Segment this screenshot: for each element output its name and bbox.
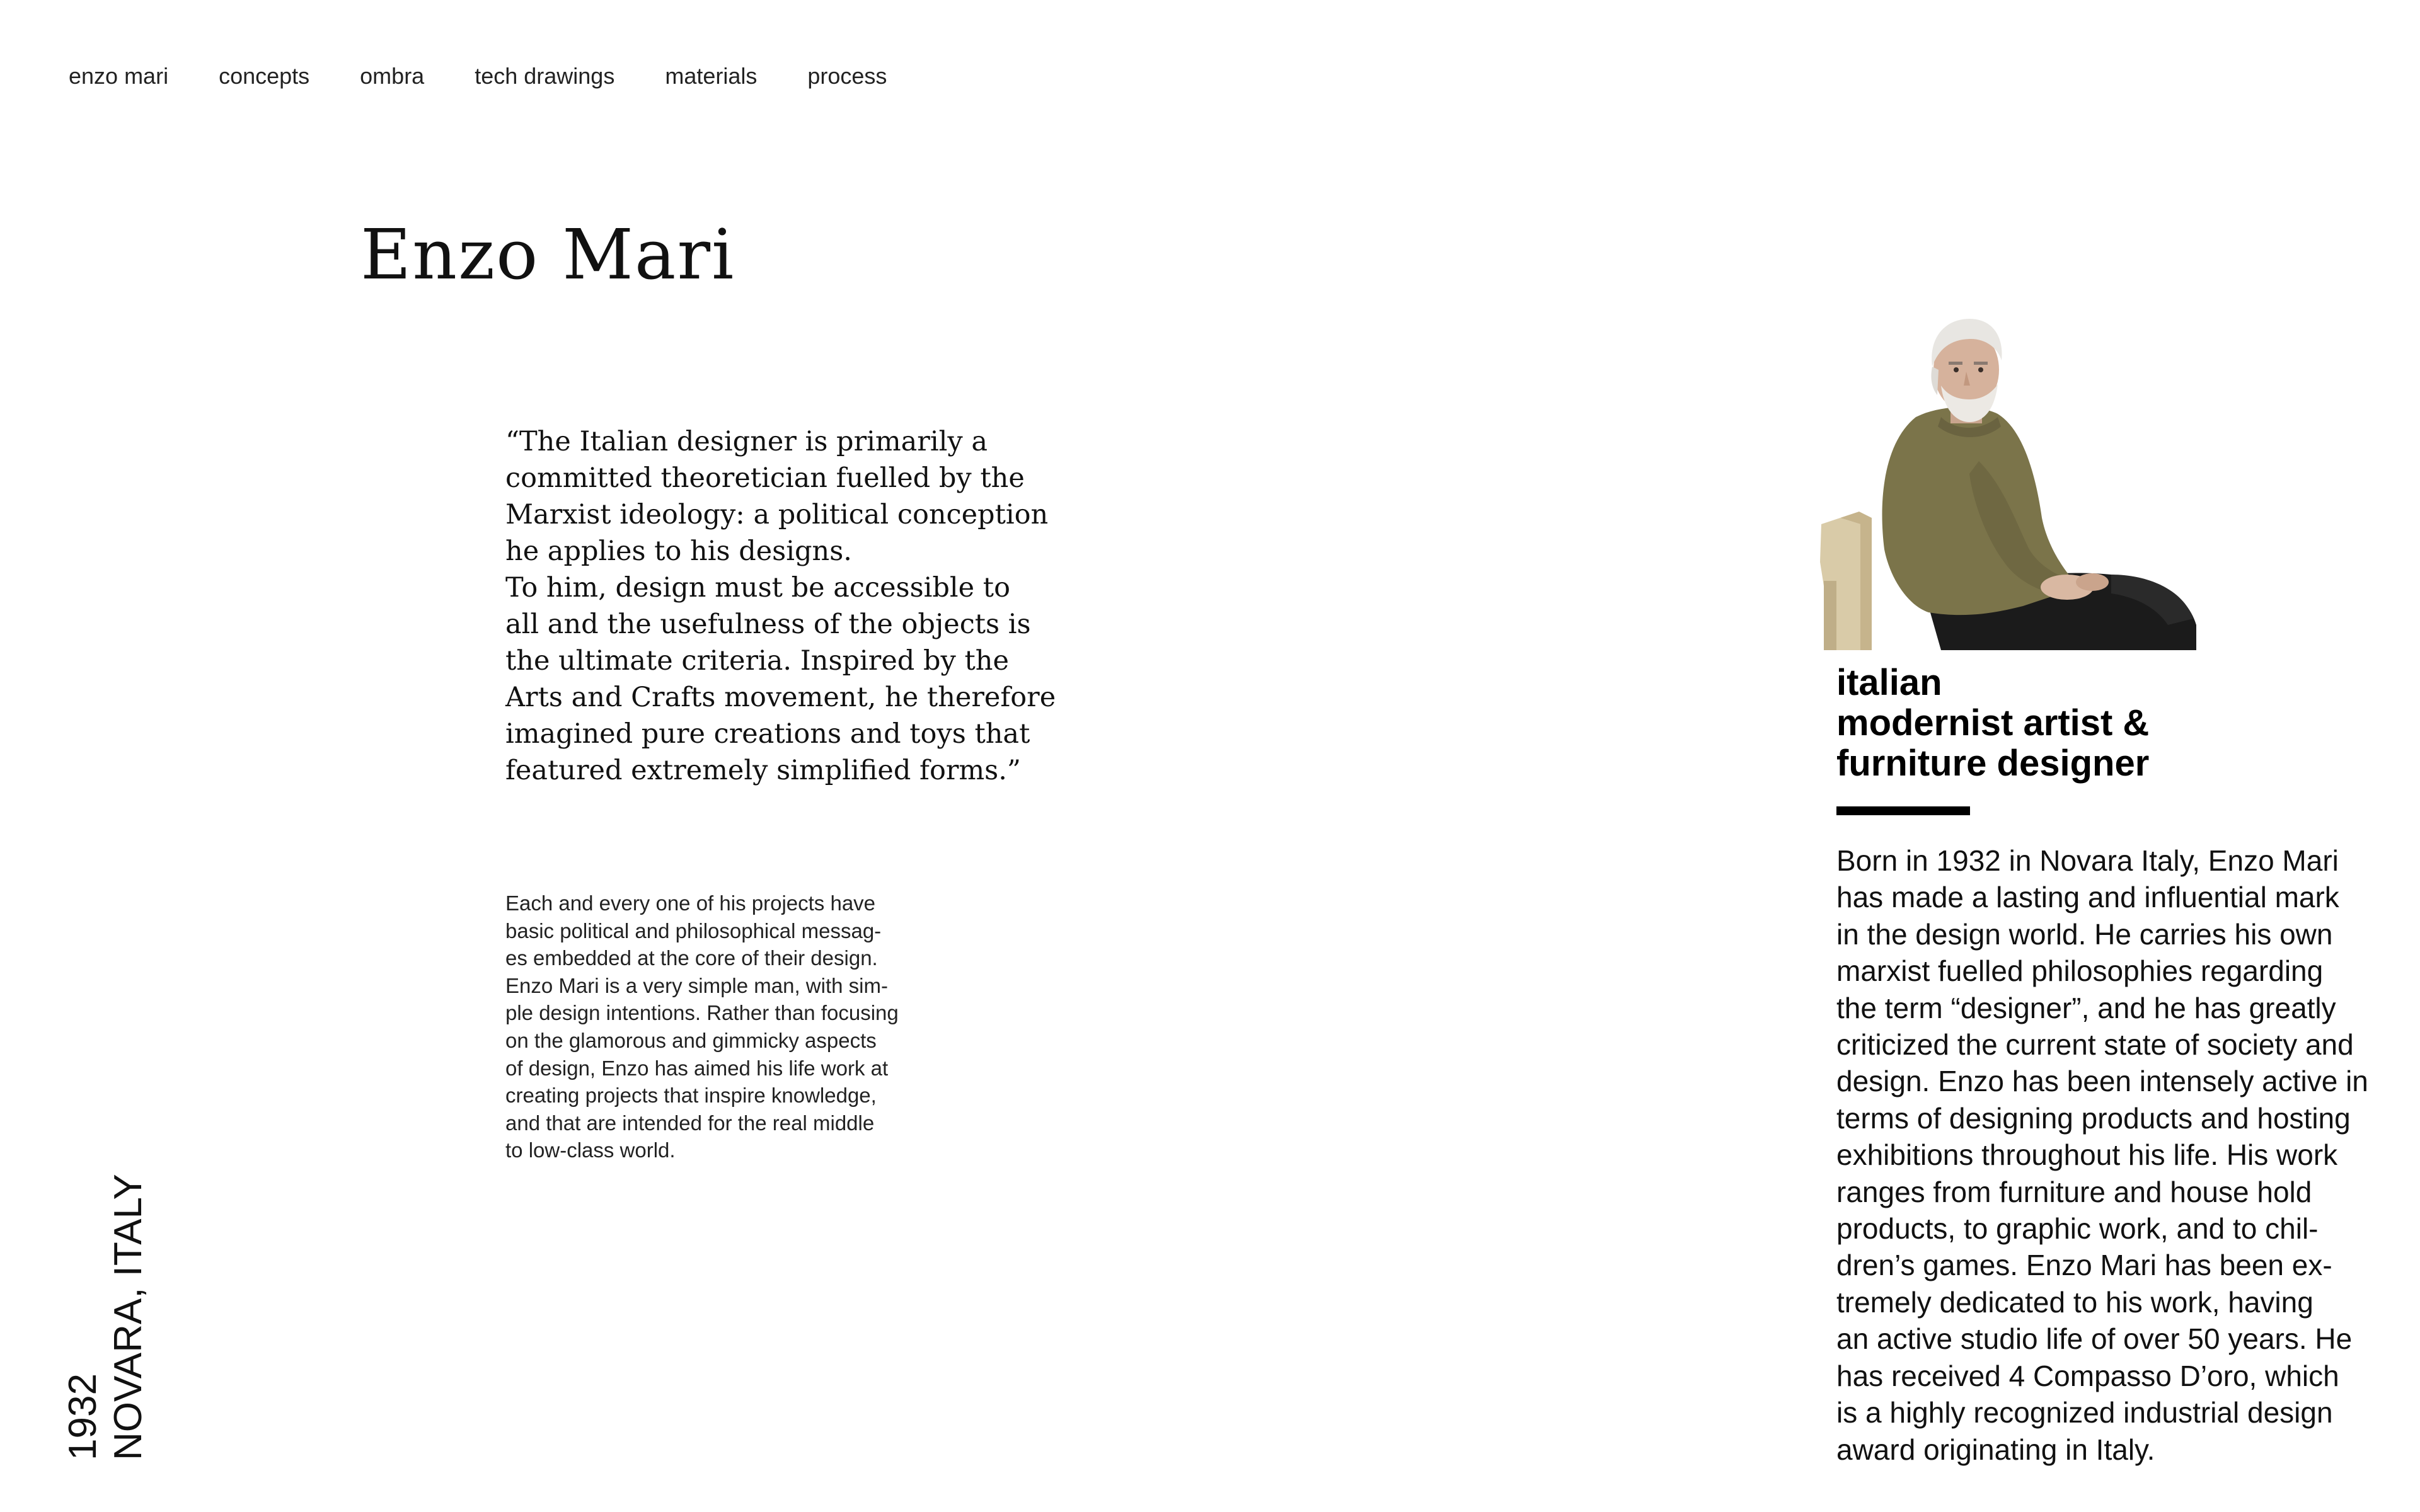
birth-location [60,1174,151,1460]
designer-portrait [1815,310,2206,650]
profile-subtitle: italian modernist artist & furniture designer [1836,662,2150,784]
designer-quote: “The Italian designer is primarily a committed theoretician fuelled by the Marxist ideology: a political conception he applies to his designs. To him, design must be accessible to all and the usefulness of the objects is the ultimate criteria. Inspired by the Arts and Crafts movement, he therefore imagined pure creations and toys that featured extremely simplified forms.” [505,426,1056,786]
nav-item-ombra[interactable]: ombra [360,63,425,89]
nav-item-materials[interactable]: materials [665,63,758,89]
nav-item-enzo-mari[interactable]: enzo mari [69,63,169,89]
birth-year: 1932 [61,1373,105,1460]
page-title: Enzo Mari [360,214,735,295]
philosophy-paragraph: Each and every one of his projects have basic political and philosophical messag- es embedded at the core of their design. Enzo Mari is a very simple man, with sim- ple design intentions. Rather than focusing on the glamorous and gimmicky aspects of design, Enzo has aimed his life work at creating projects that inspire knowledge, and that are intended for the real middle to low-class world. [505,891,899,1162]
nav-item-concepts[interactable]: concepts [219,63,310,89]
chair-shape [1820,512,1872,650]
birth-place: NOVARA, ITALY [107,1174,150,1460]
nav-item-process[interactable]: process [807,63,887,89]
nav-item-tech-drawings[interactable]: tech drawings [475,63,615,89]
subtitle-divider [1836,806,1970,815]
top-nav [69,63,887,89]
head-shape [1931,319,2002,423]
biography-paragraph: Born in 1932 in Novara Italy, Enzo Mari has made a lasting and influential mark in the design world. He carries his own marxist fuelled philosophies regarding the term “designer”, and he has greatly criticized the current state of society and design. Enzo has been intensely active in terms of designing products and hosting exhibitions throughout his life. His work ranges from furniture and house hold products, to graphic work, and to chil- dren’s games. Enzo Mari has been ex- tremely dedicated to his work, having an active studio life of over 50 years. He has received 4 Compasso D’oro, which is a highly recognized industrial design award originating in Italy. [1836,844,2368,1466]
